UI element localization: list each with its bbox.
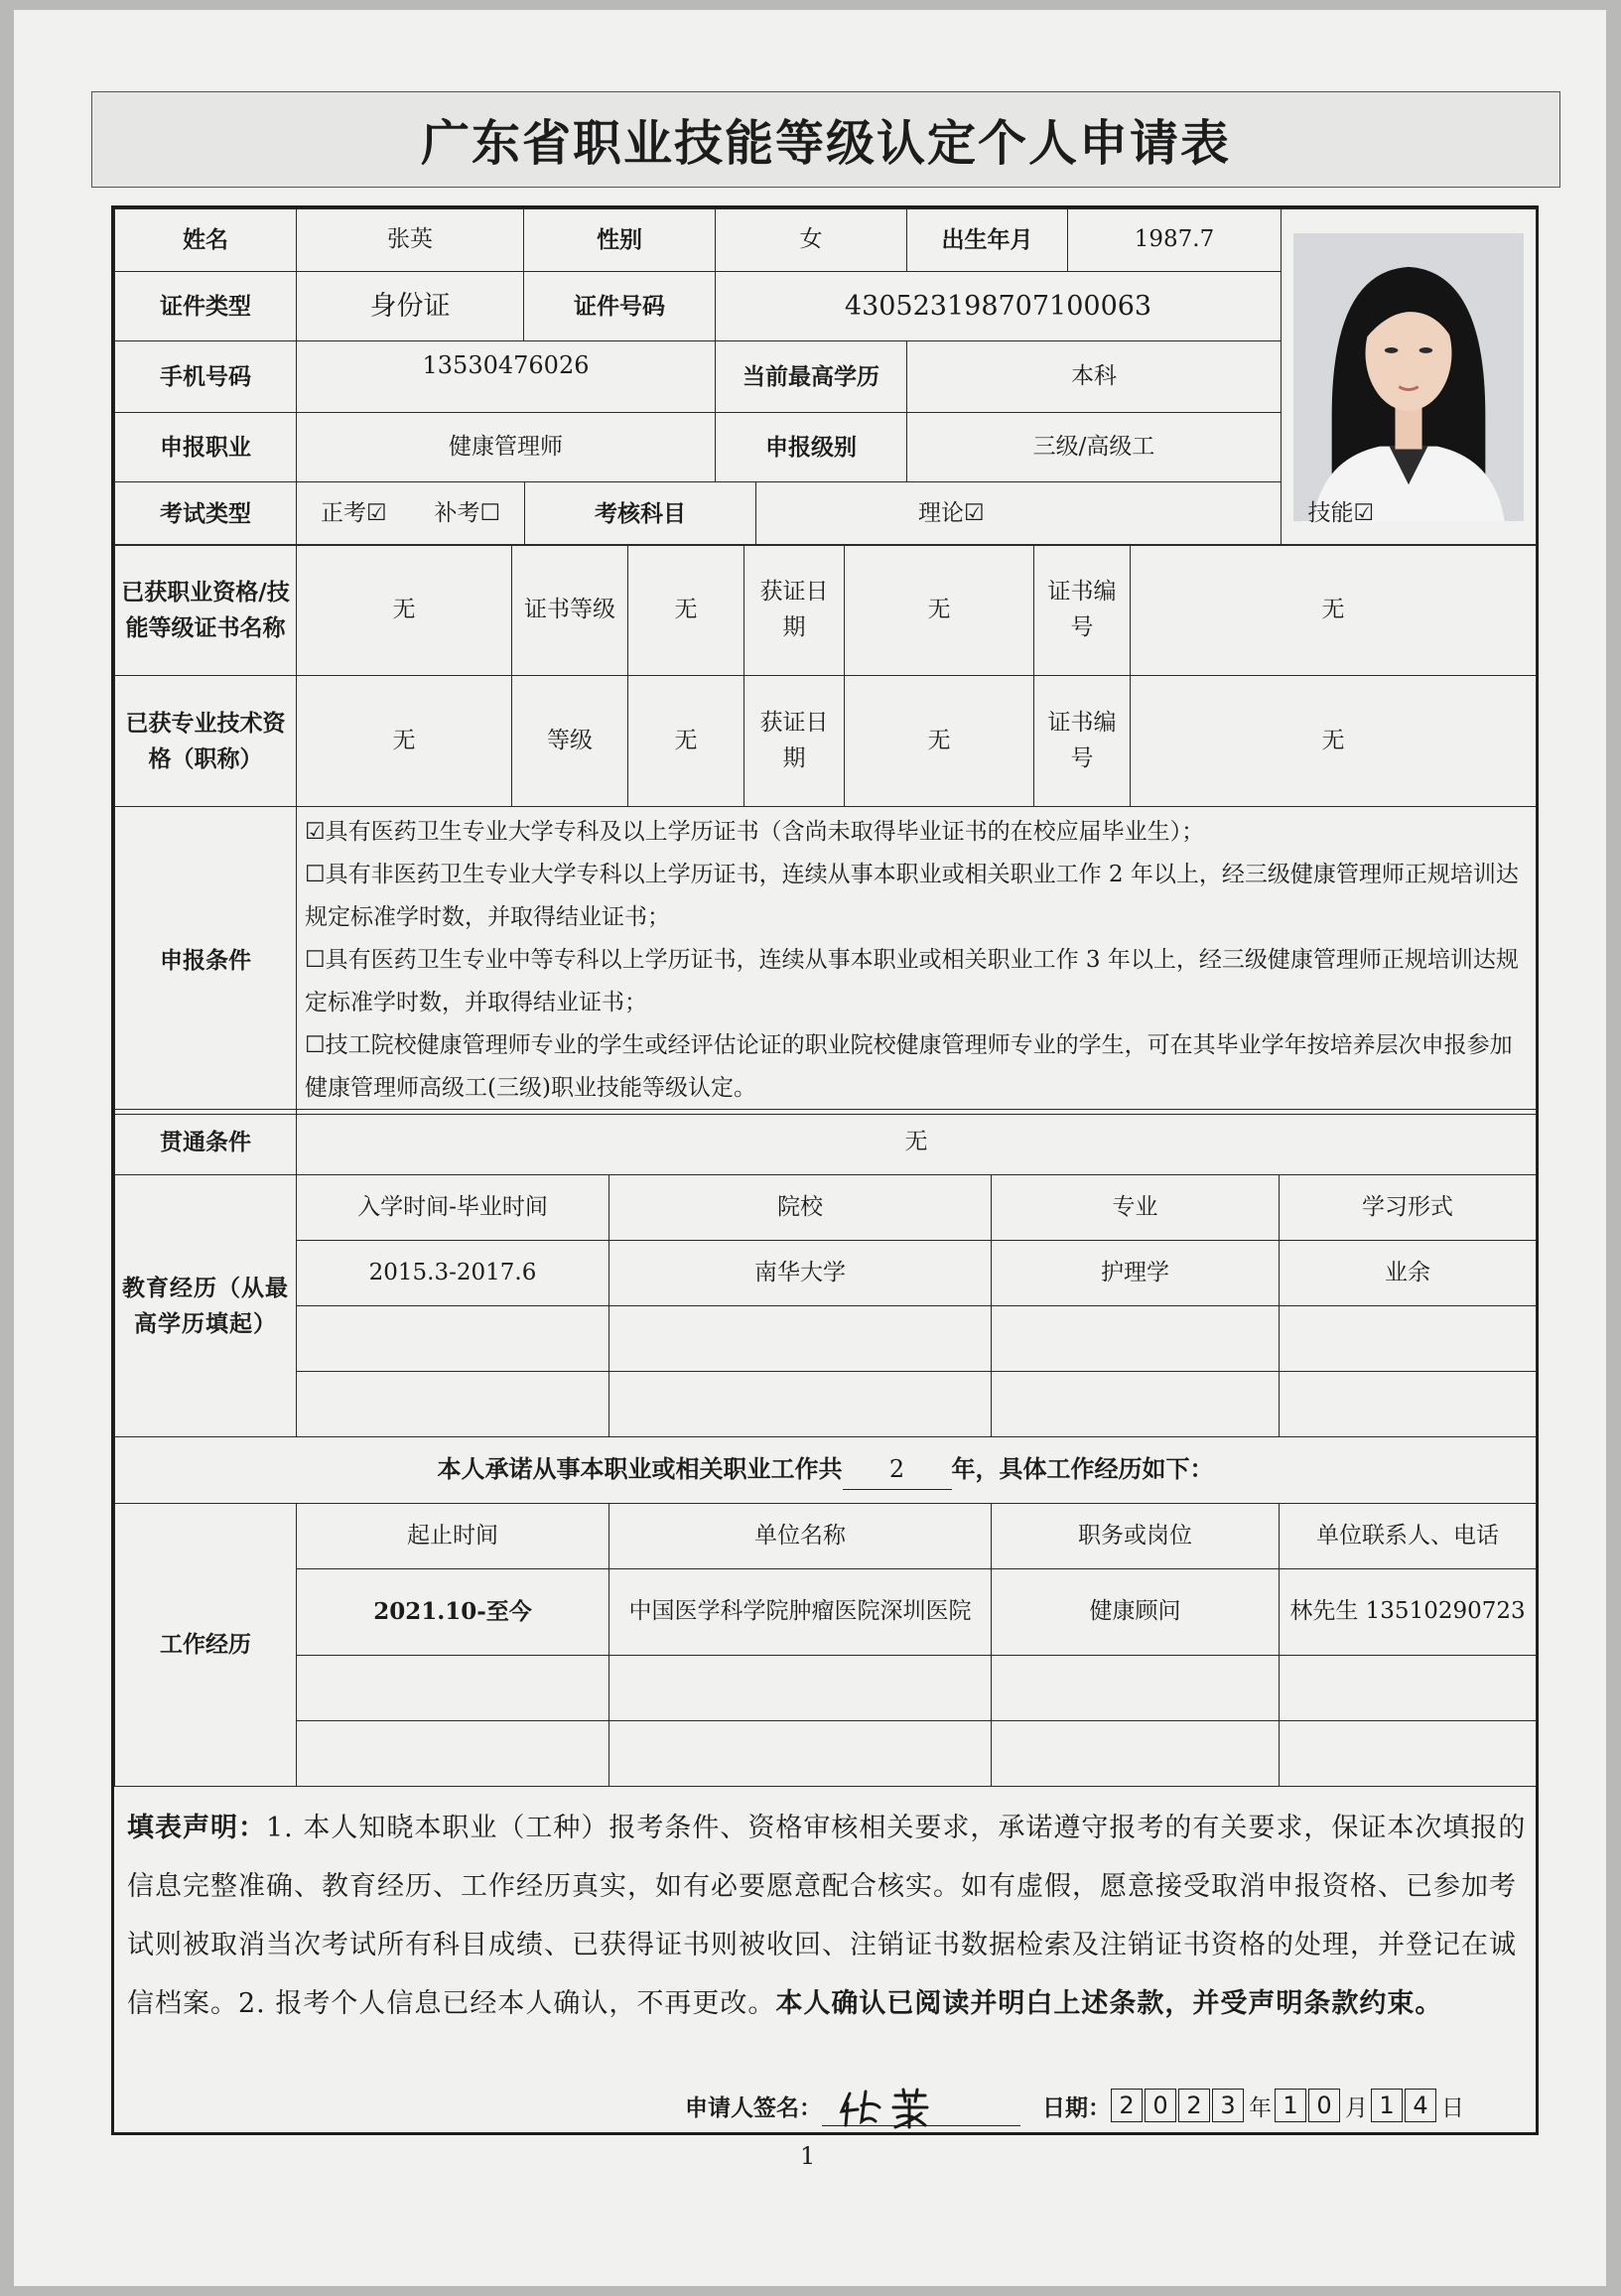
label-tech-grade: 等级 [512, 676, 628, 807]
date-digit[interactable]: 2 [1111, 2089, 1143, 2122]
value-id-type: 身份证 [297, 272, 524, 341]
certificate-table [114, 544, 1537, 1115]
work-contact [1280, 1656, 1537, 1721]
label-occupation: 申报职业 [115, 413, 297, 482]
table-row [115, 1569, 1537, 1656]
signature-label: 申请人签名： [685, 2093, 822, 2121]
value-gender: 女 [716, 209, 907, 272]
value-cert-name: 无 [297, 545, 512, 676]
label-education-history: 教育经历（从最高学历填起） [115, 1175, 297, 1437]
day-unit: 日 [1441, 2094, 1464, 2121]
history-table [114, 1109, 1537, 1787]
work-period [297, 1721, 609, 1787]
value-cert-number: 无 [1131, 545, 1537, 676]
label-work-history: 工作经历 [115, 1504, 297, 1787]
year-unit: 年 [1249, 2094, 1272, 2121]
label-tech-number: 证书编号 [1034, 676, 1131, 807]
exam-regular-checkbox[interactable]: 正考☑ [320, 499, 387, 526]
edu-header-mode: 学习形式 [1280, 1175, 1537, 1241]
label-tech-date: 获证日期 [744, 676, 845, 807]
table-row [115, 1656, 1537, 1721]
edu-header-period: 入学时间-毕业时间 [297, 1175, 609, 1241]
work-header-contact: 单位联系人、电话 [1280, 1504, 1537, 1569]
date-digit[interactable]: 2 [1178, 2089, 1210, 2122]
edu-mode [1280, 1306, 1537, 1372]
table-row [115, 1372, 1537, 1437]
photo-cell [1282, 209, 1537, 546]
work-period: 2021.10-至今 [297, 1569, 609, 1656]
label-birth: 出生年月 [907, 209, 1068, 272]
declaration [127, 1799, 1527, 2033]
signature-row [685, 2083, 1467, 2128]
edu-major [992, 1372, 1280, 1437]
declaration-body: 1. 本人知晓本职业（工种）报考条件、资格审核相关要求，承诺遵守报考的有关要求，保证本次填报的信息完整准确、教育经历、工作经历真实，如有必要愿意配合核实。如有虚假，愿意接受取消申报资格、已参加考试则被取消当次考试所有科目成绩、已获得证书则被收回、注销证书数据检索及注销证书资格的处理，并登记在诚信档案。2. 报考个人信息已经本人确认，不再更改。 [127, 1813, 1527, 2019]
work-contact: 林先生 13510290723 [1280, 1569, 1537, 1656]
label-conditions: 申报条件 [115, 807, 297, 1115]
applicant-photo [1293, 233, 1524, 521]
handwritten-signature [822, 2086, 1020, 2129]
value-id-number: 430523198707100063 [716, 272, 1282, 341]
label-through: 贯通条件 [115, 1110, 297, 1175]
title-banner [91, 91, 1560, 188]
work-employer [609, 1721, 992, 1787]
date-digit[interactable]: 3 [1212, 2089, 1244, 2122]
value-tech-grade: 无 [628, 676, 744, 807]
declaration-lead: 填表声明： [127, 1813, 266, 1843]
label-exam-type: 考试类型 [115, 482, 297, 546]
value-name: 张英 [297, 209, 524, 272]
date-digit[interactable]: 1 [1371, 2089, 1403, 2122]
signature-field[interactable] [822, 2086, 1020, 2126]
form-title: 广东省职业技能等级认定个人申请表 [420, 113, 1231, 172]
value-education: 本科 [907, 341, 1282, 413]
condition-item[interactable]: ☐具有非医药卫生专业大学专科以上学历证书，连续从事本职业或相关职业工作 2 年以上，经三级健康管理师正规培训达规定标准学时数，并取得结业证书； [305, 862, 1519, 930]
work-position [992, 1721, 1280, 1787]
value-level: 三级/高级工 [907, 413, 1282, 482]
value-cert-date: 无 [845, 545, 1034, 676]
date-digit[interactable]: 0 [1308, 2089, 1340, 2122]
label-id-number: 证件号码 [524, 272, 716, 341]
table-row [115, 1241, 1537, 1306]
label-level: 申报级别 [716, 413, 907, 482]
edu-mode: 业余 [1280, 1241, 1537, 1306]
subject-theory-checkbox[interactable]: 理论☑ [917, 499, 985, 526]
pledge-prefix: 本人承诺从事本职业或相关职业工作共 [437, 1454, 843, 1484]
edu-header-major: 专业 [992, 1175, 1280, 1241]
value-tech-number: 无 [1131, 676, 1537, 807]
work-position: 健康顾问 [992, 1569, 1280, 1656]
work-header-period: 起止时间 [297, 1504, 609, 1569]
label-tech-title: 已获专业技术资格（职称） [115, 676, 297, 807]
edu-period: 2015.3-2017.6 [297, 1241, 609, 1306]
edu-school [609, 1372, 992, 1437]
label-name: 姓名 [115, 209, 297, 272]
exam-makeup-checkbox[interactable]: 补考☐ [434, 499, 501, 526]
conditions-cell [297, 807, 1537, 1115]
value-birth: 1987.7 [1068, 209, 1282, 272]
edu-school [609, 1306, 992, 1372]
label-cert-date: 获证日期 [744, 545, 845, 676]
label-exam-subject: 考核科目 [524, 482, 756, 545]
value-cert-level: 无 [628, 545, 744, 676]
value-tech-title: 无 [297, 676, 512, 807]
declaration-tail: 本人确认已阅读并明白上述条款，并受声明条款约束。 [775, 1988, 1443, 2019]
table-row [115, 1306, 1537, 1372]
condition-item[interactable]: ☐具有医药卫生专业中等专科以上学历证书，连续从事本职业或相关职业工作 3 年以上，经三级健康管理师正规培训达规定标准学时数，并取得结业证书； [305, 947, 1519, 1015]
label-gender: 性别 [524, 209, 716, 272]
date-label: 日期： [1042, 2093, 1111, 2121]
condition-item[interactable]: ☑具有医药卫生专业大学专科及以上学历证书（含尚未取得毕业证书的在校应届毕业生）； [305, 819, 1205, 845]
date-digit[interactable]: 0 [1145, 2089, 1176, 2122]
work-contact [1280, 1721, 1537, 1787]
pledge-years[interactable]: 2 [843, 1451, 952, 1489]
label-education: 当前最高学历 [716, 341, 907, 413]
date-digit[interactable]: 1 [1275, 2089, 1306, 2122]
pledge-row [115, 1437, 1537, 1504]
label-cert-level: 证书等级 [512, 545, 628, 676]
edu-school: 南华大学 [609, 1241, 992, 1306]
edu-major: 护理学 [992, 1241, 1280, 1306]
value-occupation: 健康管理师 [297, 413, 716, 482]
value-phone: 13530476026 [297, 341, 716, 413]
work-position [992, 1656, 1280, 1721]
date-digit[interactable]: 4 [1405, 2089, 1436, 2122]
personal-info-table [114, 208, 1537, 546]
value-tech-date: 无 [845, 676, 1034, 807]
table-row [115, 1721, 1537, 1787]
label-cert-name: 已获职业资格/技能等级证书名称 [115, 545, 297, 676]
work-period [297, 1656, 609, 1721]
condition-item[interactable]: ☐技工院校健康管理师专业的学生或经评估论证的职业院校健康管理师专业的学生，可在其毕业学年按培养层次申报参加健康管理师高级工(三级)职业技能等级认定。 [305, 1032, 1513, 1101]
work-header-position: 职务或岗位 [992, 1504, 1280, 1569]
edu-major [992, 1306, 1280, 1372]
pledge-suffix: 年，具体工作经历如下： [951, 1454, 1214, 1484]
edu-mode [1280, 1372, 1537, 1437]
label-id-type: 证件类型 [115, 272, 297, 341]
work-employer: 中国医学科学院肿瘤医院深圳医院 [609, 1569, 992, 1656]
label-cert-number: 证书编号 [1034, 545, 1131, 676]
value-through: 无 [297, 1110, 1537, 1175]
work-employer [609, 1656, 992, 1721]
edu-header-school: 院校 [609, 1175, 992, 1241]
work-header-employer: 单位名称 [609, 1504, 992, 1569]
page-number: 1 [800, 2142, 816, 2170]
edu-period [297, 1372, 609, 1437]
label-phone: 手机号码 [115, 341, 297, 413]
edu-period [297, 1306, 609, 1372]
month-unit: 月 [1345, 2094, 1368, 2121]
subject-skill-checkbox[interactable]: 技能☑ [1307, 499, 1375, 526]
